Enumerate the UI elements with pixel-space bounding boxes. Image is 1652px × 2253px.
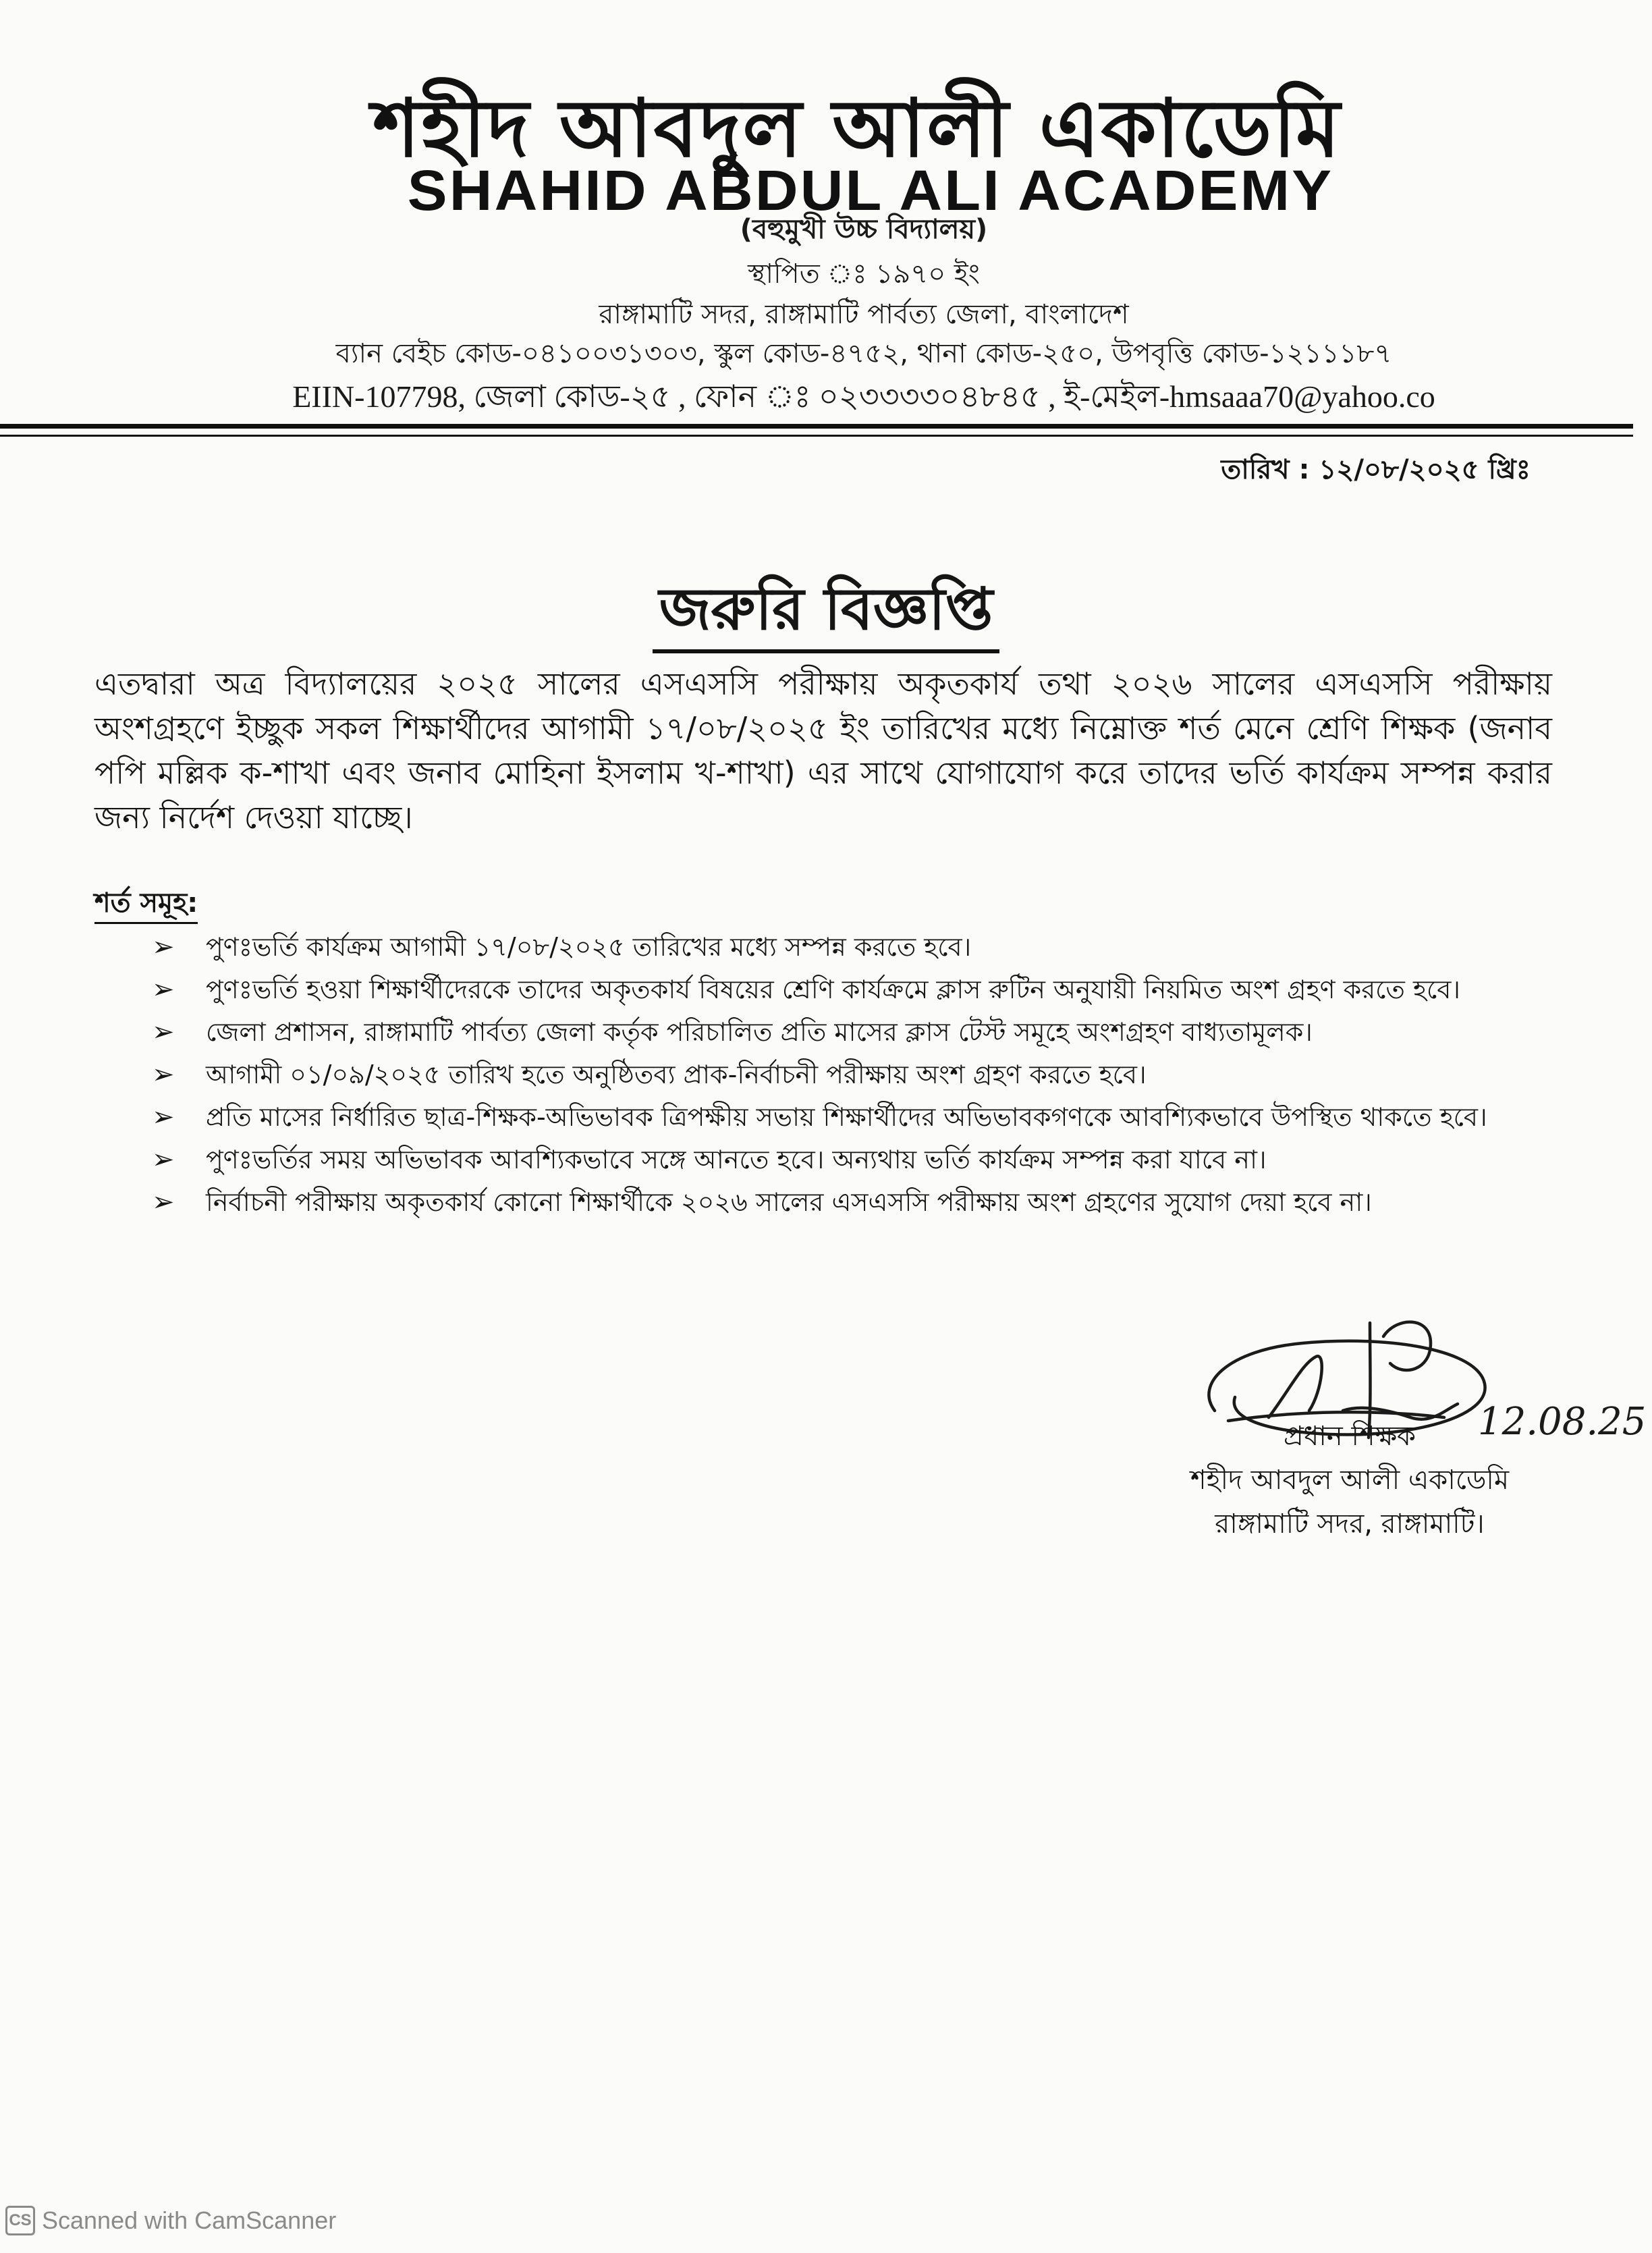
signatory-role: প্রধান শিক্ষক [1284,1421,1416,1452]
arrow-bullet-icon: ➢ [152,931,175,962]
camscanner-logo-icon: CS [5,2206,35,2235]
school-name-bangla: শহীদ আবদুল আলী একাডেমি [373,82,1342,175]
notice-title-wrap [0,572,1652,653]
header-divider-thin [0,435,1633,437]
notice-body: এতদ্বারা অত্র বিদ্যালয়ের ২০২৫ সালের এসএসসি পরীক্ষায় অকৃতকার্য তথা ২০২৬ সালের এসএসসি পরীক্ষায় অংশগ্রহণে ইচ্ছুক সকল শিক্ষার্থীদের আগামী ১৭/০৮/২০২৫ ইং তারিখের মধ্যে নিম্নোক্ত শর্ত মেনে শ্রেণি শিক্ষক (জনাব পপি মল্লিক ক-শাখা এবং জনাব মোহিনা ইসলাম খ-শাখা) এর সাথে যোগাযোগ করে তাদের ভর্তি কার্যক্রম সম্পন্ন করার জন্য নির্দেশ দেওয়া যাচ্ছে। [94,666,1552,836]
condition-text: পুণঃভর্তি কার্যক্রম আগামী ১৭/০৮/২০২৫ তারিখের মধ্যে সম্পন্ন করতে হবে। [206,932,972,962]
school-name-english: SHAHID ABDUL ALI ACADEMY [407,159,1334,222]
conditions-list [152,928,1596,1226]
condition-item [152,928,1596,971]
condition-text: জেলা প্রশাসন, রাঙ্গামাটি পার্বত্য জেলা কর্তৃক পরিচালিত প্রতি মাসের ক্লাস টেস্ট সমূহে অংশগ্রহণ বাধ্যতামূলক। [206,1017,1313,1047]
condition-item [152,1141,1596,1183]
arrow-bullet-icon: ➢ [152,1016,175,1048]
header-divider-thick [0,424,1633,429]
condition-text: নির্বাচনী পরীক্ষায় অকৃতকার্য কোনো শিক্ষার্থীকে ২০২৬ সালের এসএসসি পরীক্ষায় অংশ গ্রহণের সুযোগ দেয়া হবে না। [206,1187,1372,1217]
arrow-bullet-icon: ➢ [152,1187,175,1218]
condition-text: পুণঃভর্তির সময় অভিভাবক আবশ্যিকভাবে সঙ্গে আনতে হবে। অন্যথায় ভর্তি কার্যক্রম সম্পন্ন করা যাবে না। [206,1145,1267,1174]
arrow-bullet-icon: ➢ [152,974,175,1005]
notice-date: তারিখ : ১২/০৮/২০২৫ খ্রিঃ [1221,454,1531,485]
established-year: স্থাপিত ঃ ১৯৭০ ইং [748,259,980,290]
school-contact: EIIN-107798, জেলা কোড-২৫ , ফোন ঃ ০২৩৩৩৩০৪৮৪৫ , ই-মেইল-hmsaaa70@yahoo.co [292,379,1435,414]
school-type: (বহুমুখী উচ্চ বিদ্যালয়) [740,214,988,245]
signature-date: 12.08.25 [1478,1400,1647,1444]
condition-text: পুণঃভর্তি হওয়া শিক্ষার্থীদেরকে তাদের অকৃতকার্য বিষয়ের শ্রেণি কার্যক্রমে ক্লাস রুটিন অনুযায়ী নিয়মিত অংশ গ্রহণ করতে হবে। [206,975,1460,1004]
conditions-heading: শর্ত সমূহ: [94,884,198,924]
condition-item [152,1183,1596,1226]
school-address: রাঙ্গামাটি সদর, রাঙ্গামাটি পার্বত্য জেলা, বাংলাদেশ [599,299,1129,330]
arrow-bullet-icon: ➢ [152,1059,175,1090]
condition-item [152,1013,1596,1056]
notice-title: জরুরি বিজ্ঞপ্তি [653,572,1000,653]
signatory-organization: শহীদ আবদুল আলী একাডেমি [1190,1465,1510,1496]
signatory-location: রাঙ্গামাটি সদর, রাঙ্গামাটি। [1215,1509,1485,1540]
condition-item [152,971,1596,1013]
arrow-bullet-icon: ➢ [152,1102,175,1133]
condition-text: প্রতি মাসের নির্ধারিত ছাত্র-শিক্ষক-অভিভাবক ত্রিপক্ষীয় সভায় শিক্ষার্থীদের অভিভাবকগণকে আবশ্যিকভাবে উপস্থিত থাকতে হবে। [206,1102,1487,1132]
watermark-text: Scanned with CamScanner [42,2206,337,2234]
arrow-bullet-icon: ➢ [152,1144,175,1175]
school-codes: ব্যান বেইচ কোড-০৪১০০৩১৩০৩, স্কুল কোড-৪৭৫২, থানা কোড-২৫০, উপবৃত্তি কোড-১২১১১৮৭ [335,338,1392,369]
scanner-watermark [5,2206,336,2235]
condition-item [152,1098,1596,1141]
condition-item [152,1056,1596,1098]
condition-text: আগামী ০১/০৯/২০২৫ তারিখ হতে অনুষ্ঠিতব্য প্রাক-নির্বাচনী পরীক্ষায় অংশ গ্রহণ করতে হবে। [206,1060,1147,1089]
